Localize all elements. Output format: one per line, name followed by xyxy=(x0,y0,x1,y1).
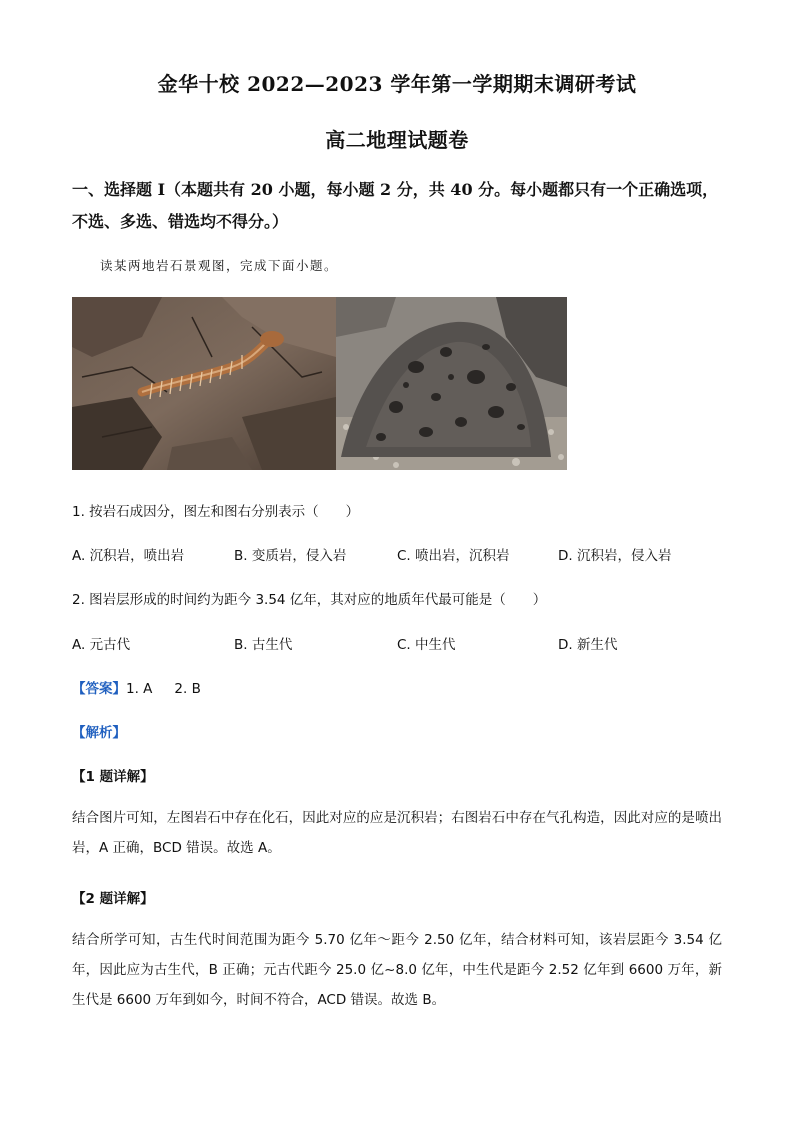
exam-subtitle: 高二地理试题卷 xyxy=(325,128,469,152)
answer-1: 1. A xyxy=(126,681,153,697)
question-instruction: 读某两地岩石景观图，完成下面小题。 xyxy=(100,258,339,273)
q1-detail-text: 结合图片可知，左图岩石中存在化石，因此对应的应是沉积岩；右图岩石中存在气孔构造，因此对应的是喷出岩，A 正确，BCD 错误。故选 A。 xyxy=(72,810,722,856)
answer-2: 2. B xyxy=(174,681,201,697)
q1-detail-label: 【1 题详解】 xyxy=(72,769,154,785)
question-2-stem: 2. 图岩层形成的时间约为距今 3.54 亿年，其对应的地质年代最可能是（ ） xyxy=(72,592,547,608)
q1-option-c: C. 喷出岩，沉积岩 xyxy=(397,548,510,564)
q2-detail-text: 结合所学可知，古生代时间范围为距今 5.70 亿年～距今 2.50 亿年，结合材料可知，该岩层距今 3.54 亿年，因此应为古生代，B 正确；元古代距今 25.0 亿~8.0 亿年，中生代是距今 2.52 亿年到 6600 万年，新生代是 6600 万年到如今，时间不符合，ACD 错误。故选 B。 xyxy=(72,932,722,1008)
q2-option-a: A. 元古代 xyxy=(72,637,131,653)
q1-option-d: D. 沉积岩，侵入岩 xyxy=(558,548,672,564)
q1-option-b: B. 变质岩，侵入岩 xyxy=(234,548,347,564)
q1-option-a: A. 沉积岩，喷出岩 xyxy=(72,548,185,564)
answer-row xyxy=(72,677,201,697)
fossil-rock-photo xyxy=(72,297,336,470)
analysis-label: 【解析】 xyxy=(72,725,126,741)
q2-option-d: D. 新生代 xyxy=(558,637,618,653)
section-heading: 一、选择题 I（本题共有 20 小题，每小题 2 分，共 40 分。每小题都只有一个正确选项，不选、多选、错选均不得分。） xyxy=(72,180,719,231)
question-1-stem: 1. 按岩石成因分，图左和图右分别表示（ ） xyxy=(72,504,360,520)
q2-option-c: C. 中生代 xyxy=(397,637,456,653)
vesicular-basalt-photo xyxy=(336,297,567,470)
q2-option-b: B. 古生代 xyxy=(234,637,293,653)
answer-label: 【答案】 xyxy=(72,681,126,697)
q2-detail-label: 【2 题详解】 xyxy=(72,891,154,907)
exam-title: 金华十校 2022—2023 学年第一学期期末调研考试 xyxy=(157,72,637,96)
